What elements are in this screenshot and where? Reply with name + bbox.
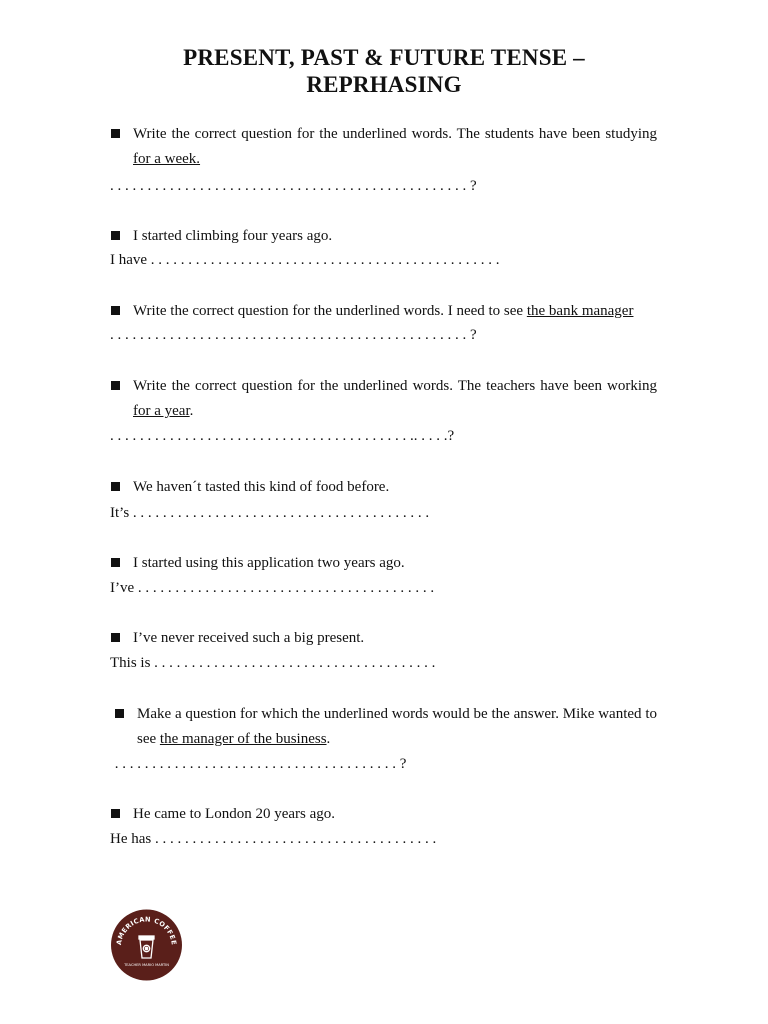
page-title [0,44,768,98]
answer-line: . . . . . . . . . . . . . . . . . . . . . . . . . . . . . . . . . . . . . . . . . . . . . . . . ? [110,178,477,194]
underlined-words: for a year [133,403,190,419]
bullet-square-icon [111,129,120,138]
answer-line: . . . . . . . . . . . . . . . . . . . . . . . . . . . . . . . . . . . . . . . . . . . . . . . . ? [110,327,477,343]
logo-top-text: AMERICAN COFFEE [114,915,178,946]
bullet-square-icon [111,231,120,240]
logo-bottom-text: TEACHER MARIO MARTIN [124,963,169,967]
question-text: I started using this application two years ago. [133,555,405,571]
answer-line: He has . . . . . . . . . . . . . . . . . . . . . . . . . . . . . . . . . . . . . . [110,831,437,847]
answer-line: This is . . . . . . . . . . . . . . . . . . . . . . . . . . . . . . . . . . . . . . [110,655,436,671]
question-text: Write the correct question for the underlined words. I need to see the bank manager [133,303,634,319]
question-text: He came to London 20 years ago. [133,806,336,822]
american-coffee-logo [108,909,185,981]
question-text: Write the correct question for the underlined words. The teachers have been working for a year. [133,378,657,419]
title-line-2: REPRHASING [306,72,462,97]
question-text: Make a question for which the underlined words would be the answer. Mike wanted to see the manager of the business. [137,706,657,747]
bullet-square-icon [111,306,120,315]
answer-line: . . . . . . . . . . . . . . . . . . . . . . . . . . . . . . . . . . . . . . . . .. . . . .? [110,428,455,444]
question-text: I’ve never received such a big present. [133,630,365,646]
answer-line: . . . . . . . . . . . . . . . . . . . . . . . . . . . . . . . . . . . . . . ? [111,756,407,772]
answer-line: It’s . . . . . . . . . . . . . . . . . . . . . . . . . . . . . . . . . . . . . . . . [110,505,430,521]
underlined-words: the bank manager [526,303,634,319]
bullet-square-icon [111,482,120,491]
question-text: I started climbing four years ago. [133,228,333,244]
answer-line: I’ve . . . . . . . . . . . . . . . . . . . . . . . . . . . . . . . . . . . . . . . . [110,580,435,596]
question-text: Write the correct question for the underlined words. The students have been studying for a week. [133,126,657,167]
title-line-1: PRESENT, PAST & FUTURE TENSE – [183,45,585,70]
bullet-square-icon [111,558,120,567]
bullet-square-icon [111,809,120,818]
underlined-words: for a week. [133,151,201,167]
underlined-words: the manager of the business [159,731,327,747]
bullet-square-icon [111,381,120,390]
bullet-square-icon [111,633,120,642]
answer-line: I have . . . . . . . . . . . . . . . . . . . . . . . . . . . . . . . . . . . . . . . . . . . . . . . [110,252,500,268]
bullet-square-icon [115,709,124,718]
question-text: We haven´t tasted this kind of food before. [133,479,390,495]
